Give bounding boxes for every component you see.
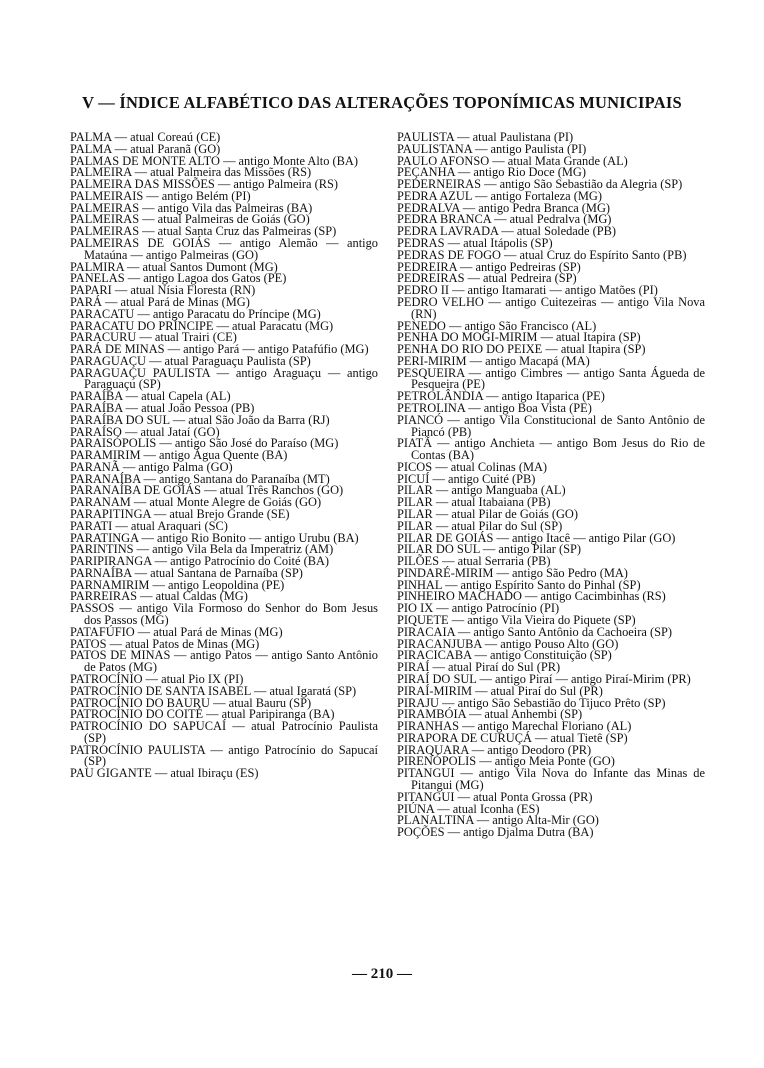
index-entry: PEDRAS DE FOGO — atual Cruz do Espírito Santo (PB) — [397, 247, 687, 262]
index-entry: PENEDO — antigo São Francisco (AL) — [397, 318, 597, 333]
index-entry: PATROCÍNIO DO BAURU — atual Bauru (SP) — [70, 695, 312, 710]
index-entry: PILAR — atual Pilar de Goiás (GO) — [397, 507, 579, 521]
index-entry: PINHEIRO MACHADO — antigo Cacimbinhas (RS) — [397, 589, 666, 604]
index-entry: PARATINGA — antigo Rio Bonito — antigo Urubu (BA) — [70, 530, 359, 545]
index-entry: PARNAMIRIM — antigo Leopoldina (PE) — [70, 577, 285, 592]
index-entry: PIO IX — antigo Patrocínio (PI) — [397, 601, 560, 616]
index-entry: PERI-MIRIM — antigo Macapá (MA) — [397, 353, 590, 368]
index-entry: PINHAL — antigo Espírito Santo do Pinhal (SP) — [397, 577, 641, 592]
index-entry: PINDARÉ-MIRIM — antigo São Pedro (MA) — [397, 565, 628, 580]
index-entry: PILAR — atual Pilar do Sul (SP) — [397, 518, 563, 533]
index-entry: PARANAÍBA — antigo Santana do Paranaíba (MT) — [70, 471, 330, 486]
page-title: V — ÍNDICE ALFABÉTICO DAS ALTERAÇÕES TOPONÍMICAS MUNICIPAIS — [82, 93, 682, 112]
index-entry: PEDRAS — atual Itápolis (SP) — [397, 236, 553, 251]
index-entry: PARACATU — antigo Paracatu do Príncipe (MG) — [70, 306, 321, 321]
index-entry: PARAMIRIM — antigo Água Quente (BA) — [70, 448, 288, 463]
index-entry: PALMEIRA — atual Palmeira das Missões (RS) — [70, 165, 312, 180]
index-entry: PASSOS — antigo Vila Formoso do Senhor do Bom Jesus dos Passos (MG) — [70, 601, 378, 628]
page-number: — 210 — — [352, 966, 412, 982]
index-entry: PEÇANHA — antigo Rio Doce (MG) — [397, 165, 586, 180]
index-entry: PILAR — antigo Manguaba (AL) — [397, 483, 566, 498]
index-entry: PICOS — atual Colinas (MA) — [397, 459, 548, 474]
index-entry: PARAPITINGA — atual Brejo Grande (SE) — [70, 507, 290, 521]
index-entry: PIRAÍ DO SUL — antigo Piraí — antigo Piraí-Mirim (PR) — [397, 671, 691, 686]
index-entry: PIÚNA — atual Iconha (ES) — [397, 801, 540, 816]
index-entry: PESQUEIRA — antigo Cimbres — antigo Santa Águeda de Pesqueira (PE) — [397, 365, 705, 392]
index-entry: PIRACANJUBA — antigo Pouso Alto (GO) — [397, 636, 619, 651]
index-entry: PIRAQUARA — antigo Deodoro (PR) — [397, 742, 592, 757]
index-entry: PITANGUI — antigo Vila Nova do Infante das Minas de Pitangui (MG) — [397, 766, 705, 792]
index-entry: PAU GIGANTE — atual Ibiraçu (ES) — [70, 766, 259, 781]
index-entry: PARAÍBA DO SUL — atual São João da Barra (RJ) — [70, 412, 330, 427]
index-entry: PATAFÚFIO — atual Pará de Minas (MG) — [70, 624, 283, 639]
index-entry: PANELAS — antigo Lagoa dos Gatos (PE) — [70, 271, 287, 286]
index-entry: PEDREIRAS — atual Pedreira (SP) — [397, 271, 577, 286]
index-entry: PENHA DO MOGI-MIRIM — atual Itapira (SP) — [397, 330, 641, 345]
index-entry: PENHA DO RIO DO PEIXE — atual Itapira (SP) — [397, 342, 646, 357]
index-entry: PEDRA LAVRADA — atual Soledade (PB) — [397, 224, 617, 239]
index-entry: PILAR DO SUL — antigo Pilar (SP) — [397, 542, 582, 557]
index-entry: PILAR DE GOIÁS — antigo Itacê — antigo Pilar (GO) — [397, 530, 676, 545]
index-entry: PIRAPORA DE CURUÇÁ — atual Tietê (SP) — [397, 730, 628, 745]
index-entry: PIATÃ — antigo Anchieta — antigo Bom Jesus do Rio de Contas (BA) — [397, 436, 705, 463]
index-entry: PARAGUAÇU PAULISTA — antigo Araguaçu — antigo Paraguaçu (SP) — [70, 365, 378, 392]
index-entry: PEDERNEIRAS — antigo São Sebastião da Alegria (SP) — [397, 177, 683, 192]
index-entry: PEDRA BRANCA — atual Pedralva (MG) — [397, 212, 612, 227]
index-entry: PEDRALVA — antigo Pedra Branca (MG) — [397, 200, 611, 215]
index-entry: PALMEIRA DAS MISSÕES — antigo Palmeira (RS) — [70, 177, 339, 192]
index-entry: PARANAM — atual Monte Alegre de Goiás (GO) — [70, 495, 322, 510]
index-entry: PALMA — atual Coreaú (CE) — [70, 130, 221, 144]
index-entry: PIRANHAS — antigo Marechal Floriano (AL) — [397, 719, 632, 734]
index-entry: PARAISÓPOLIS — antigo São José do Paraíso (MG) — [70, 436, 339, 451]
index-entry: PALMEIRAIS — antigo Belém (PI) — [70, 188, 251, 203]
index-entry: PEDRO II — antigo Itamarati — antigo Matões (PI) — [397, 283, 658, 298]
index-entry: PIANCÓ — antigo Vila Constitucional de Santo Antônio de Piancó (PB) — [397, 412, 705, 439]
index-entry: PARÁ — atual Pará de Minas (MG) — [70, 294, 250, 309]
index-entry: PALMEIRAS — antigo Vila das Palmeiras (BA) — [70, 200, 313, 215]
right-column — [397, 132, 705, 839]
left-column — [70, 132, 378, 780]
index-entry: PAULISTA — atual Paulistana (PI) — [397, 130, 574, 144]
index-entry: PARÁ DE MINAS — antigo Pará — antigo Patafúfio (MG) — [70, 342, 369, 357]
index-entry: PITANGUI — atual Ponta Grossa (PR) — [397, 789, 593, 804]
index-entry: PARANAÍBA DE GOIÁS — atual Três Ranchos (GO) — [70, 483, 344, 498]
index-entry: PATROCÍNIO — atual Pio IX (PI) — [70, 671, 244, 686]
index-entry: PIRAMBÓIA — atual Anhembi (SP) — [397, 707, 583, 722]
index-entry: PARAÍBA — atual João Pessoa (PB) — [70, 400, 255, 415]
index-entry: PILÕES — atual Serraria (PB) — [397, 554, 551, 569]
index-entry: PEDREIRA — antigo Pedreiras (SP) — [397, 259, 581, 274]
index-entry: PARNAÍBA — atual Santana de Parnaíba (SP) — [70, 565, 303, 580]
index-entry: PALMEIRAS — atual Santa Cruz das Palmeiras (SP) — [70, 224, 337, 239]
index-entry: PIRENÓPOLIS — antigo Meia Ponte (GO) — [397, 754, 615, 769]
index-entry: PARIPIRANGA — antigo Patrocínio do Coité (BA) — [70, 554, 330, 569]
index-entry: PETROLINA — antigo Boa Vista (PE) — [397, 400, 592, 415]
index-entry: PIRAÍ — atual Piraí do Sul (PR) — [397, 660, 561, 675]
index-entry: PATROCÍNIO PAULISTA — antigo Patrocínio do Sapucaí (SP) — [70, 742, 378, 769]
index-entry: PARAGUAÇU — atual Paraguaçu Paulista (SP) — [70, 353, 311, 368]
index-entry: PAULO AFONSO — atual Mata Grande (AL) — [397, 153, 628, 168]
index-entry: PARACURU — atual Trairi (CE) — [70, 330, 237, 345]
index-entry: PALMIRA — atual Santos Dumont (MG) — [70, 259, 278, 274]
index-entry: PAULISTANA — antigo Paulista (PI) — [397, 141, 587, 156]
index-entry: PLANALTINA — antigo Alta-Mir (GO) — [397, 813, 599, 828]
index-entry: PARANÃ — antigo Palma (GO) — [70, 459, 233, 474]
index-entry: PATROCÍNIO DO SAPUCAÍ — atual Patrocínio Paulista (SP) — [70, 719, 378, 745]
index-entry: PIRAJU — antigo São Sebastião do Tijuco Prêto (SP) — [397, 695, 666, 710]
index-entry: POÇÕES — antigo Djalma Dutra (BA) — [397, 825, 594, 840]
index-entry: PIQUETE — antigo Vila Vieira do Piquete (SP) — [397, 613, 636, 628]
index-entry: PIRACICABA — antigo Constituição (SP) — [397, 648, 612, 663]
index-entry: PATOS DE MINAS — antigo Patos — antigo Santo Antônio de Patos (MG) — [70, 648, 378, 675]
index-entry: PAPARI — atual Nísia Floresta (RN) — [70, 283, 256, 298]
index-entry: PARATI — atual Araquari (SC) — [70, 518, 228, 533]
index-entry: PALMEIRAS — atual Palmeiras de Goiás (GO) — [70, 212, 310, 227]
index-entry: PARINTINS — antigo Vila Bela da Imperatriz (AM) — [70, 542, 334, 557]
index-entry: PETROLÂNDIA — antigo Itaparica (PE) — [397, 389, 605, 404]
index-entry: PATOS — atual Patos de Minas (MG) — [70, 636, 260, 651]
index-entry: PALMEIRAS DE GOIÁS — antigo Alemão — antigo Mataúna — antigo Palmeiras (GO) — [70, 236, 378, 262]
index-entry: PATROCÍNIO DE SANTA ISABEL — atual Igaratá (SP) — [70, 683, 357, 698]
index-entry: PILAR — atual Itabaiana (PB) — [397, 495, 551, 510]
index-entry: PARAÍSO — atual Jataí (GO) — [70, 424, 220, 439]
index-entry: PARAÍBA — atual Capela (AL) — [70, 389, 231, 404]
index-entry: PARACATU DO PRÍNCIPE — atual Paracatu (MG) — [70, 318, 334, 333]
index-entry: PATROCÍNIO DO COITÉ — atual Paripiranga (BA) — [70, 707, 335, 722]
index-entry: PICUÍ — antigo Cuité (PB) — [397, 471, 536, 486]
index-entry: PEDRA AZUL — antigo Fortaleza (MG) — [397, 188, 602, 203]
index-entry: PIRAÍ-MIRIM — atual Piraí do Sul (PR) — [397, 683, 603, 698]
index-entry: PARREIRAS — atual Caldas (MG) — [70, 589, 248, 604]
index-entry: PALMAS DE MONTE ALTO — antigo Monte Alto (BA) — [70, 153, 358, 168]
index-entry: PEDRO VELHO — antigo Cuitezeiras — antigo Vila Nova (RN) — [397, 294, 705, 321]
index-entry: PIRACAIA — antigo Santo Antônio da Cachoeira (SP) — [397, 624, 672, 639]
index-entry: PALMA — atual Paranã (GO) — [70, 141, 221, 156]
